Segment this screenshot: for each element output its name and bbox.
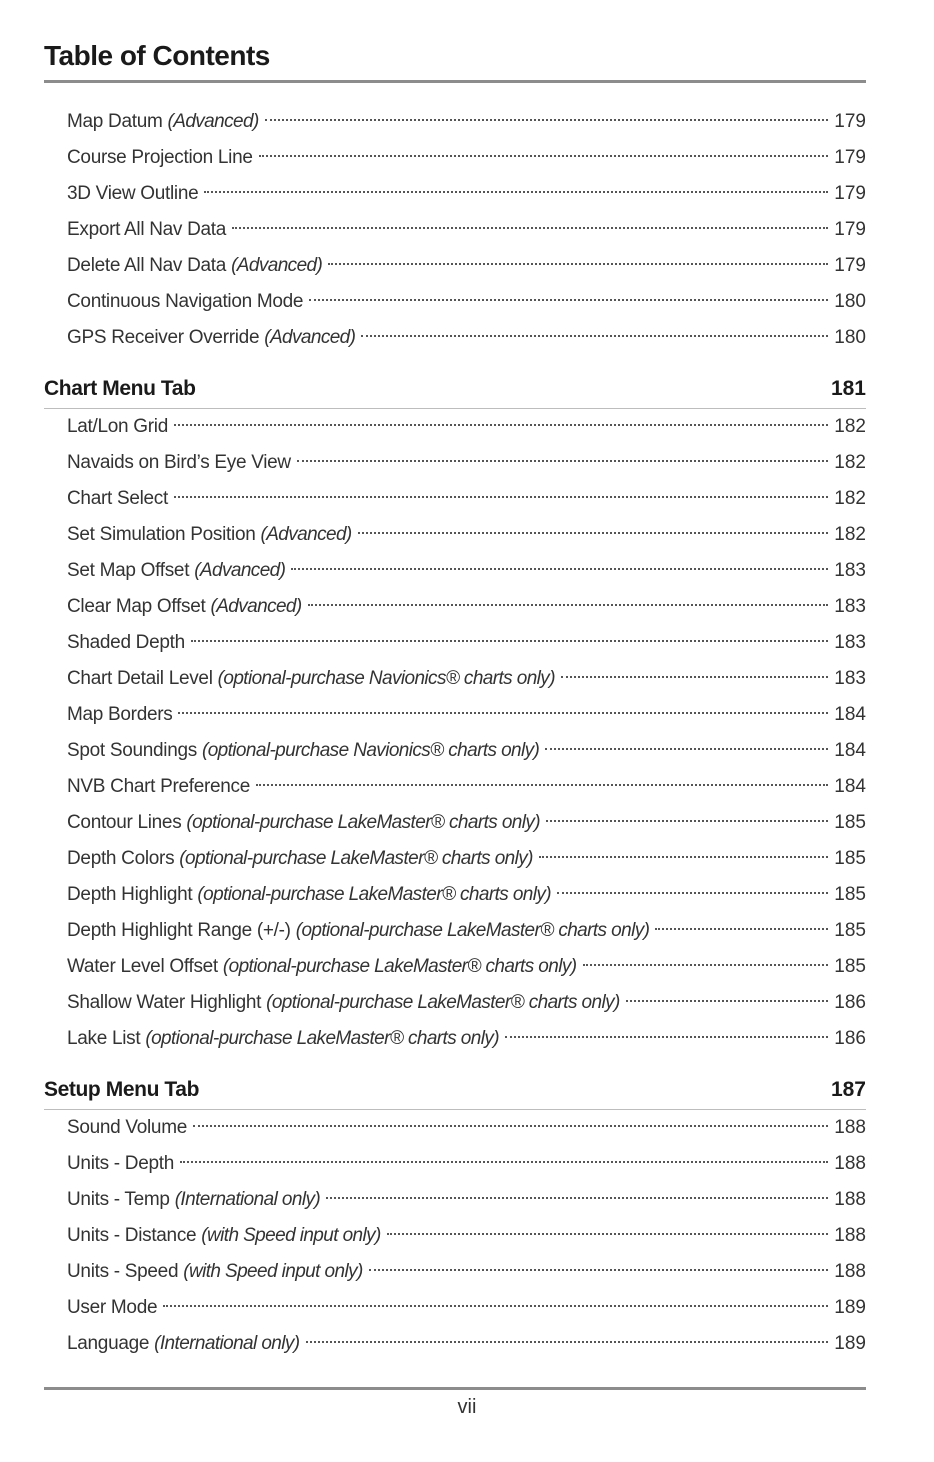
entry-note: (optional-purchase LakeMaster® charts only) (145, 1028, 499, 1049)
entry-page-number: 179 (834, 111, 866, 132)
entry-title: Map Datum (67, 111, 163, 132)
entry-page-number: 180 (834, 327, 866, 348)
table-of-contents (44, 104, 866, 1362)
toc-entry[interactable] (44, 284, 866, 320)
entry-title: Spot Soundings (67, 740, 197, 761)
entry-title: Units - Speed (67, 1261, 179, 1282)
entry-page-number: 179 (834, 183, 866, 204)
dot-leader (291, 568, 828, 570)
entry-title: GPS Receiver Override (67, 327, 260, 348)
entry-title: Sound Volume (67, 1117, 187, 1138)
title-divider (44, 80, 866, 83)
entry-title: Units - Temp (67, 1189, 170, 1210)
entry-note: (optional-purchase LakeMaster® charts only) (179, 848, 533, 869)
page-number: vii (457, 1396, 477, 1418)
toc-entry[interactable] (44, 1326, 866, 1362)
entry-title: Navaids on Bird’s Eye View (67, 452, 291, 473)
toc-entry[interactable] (44, 1021, 866, 1057)
toc-entry[interactable] (44, 841, 866, 877)
entry-page-number: 188 (834, 1153, 866, 1174)
entry-page-number: 179 (834, 255, 866, 276)
toc-entry[interactable] (44, 661, 866, 697)
entry-page-number: 183 (834, 632, 866, 653)
entry-title: Units - Distance (67, 1225, 197, 1246)
entry-page-number: 185 (834, 812, 866, 833)
entry-page-number: 185 (834, 848, 866, 869)
entry-page-number: 188 (834, 1189, 866, 1210)
dot-leader (193, 1125, 828, 1127)
toc-entry[interactable] (44, 320, 866, 356)
entry-page-number: 188 (834, 1225, 866, 1246)
dot-leader (180, 1161, 828, 1163)
entry-page-number: 188 (834, 1117, 866, 1138)
toc-entry[interactable] (44, 176, 866, 212)
entry-page-number: 183 (834, 560, 866, 581)
section-title: Chart Menu Tab (44, 377, 196, 400)
entry-title: Depth Highlight (67, 884, 193, 905)
entry-page-number: 182 (834, 452, 866, 473)
footer-divider (44, 1387, 866, 1390)
entry-title: Water Level Offset (67, 956, 218, 977)
dot-leader (358, 532, 829, 534)
dot-leader (539, 856, 828, 858)
entry-page-number: 188 (834, 1261, 866, 1282)
entry-page-number: 186 (834, 992, 866, 1013)
entry-note: (Advanced) (231, 255, 323, 276)
entry-note: (Advanced) (264, 327, 356, 348)
toc-entry[interactable] (44, 985, 866, 1021)
entry-title: Depth Highlight Range (+/-) (67, 920, 291, 941)
dot-leader (655, 928, 828, 930)
entry-page-number: 185 (834, 884, 866, 905)
entry-page-number: 182 (834, 524, 866, 545)
section-title: Setup Menu Tab (44, 1078, 200, 1101)
entry-note: (optional-purchase Navionics® charts only) (201, 740, 540, 761)
entry-title: Chart Select (67, 488, 168, 509)
dot-leader (557, 892, 828, 894)
entry-title: Contour Lines (67, 812, 182, 833)
toc-entry[interactable] (44, 104, 866, 140)
dot-leader (545, 748, 828, 750)
toc-entry[interactable] (44, 1254, 866, 1290)
toc-entry[interactable] (44, 625, 866, 661)
dot-leader (174, 496, 828, 498)
entry-page-number: 186 (834, 1028, 866, 1049)
dot-leader (204, 191, 828, 193)
entry-page-number: 180 (834, 291, 866, 312)
dot-leader (256, 784, 828, 786)
entry-note: (optional-purchase LakeMaster® charts only) (186, 812, 541, 833)
entry-page-number: 189 (834, 1333, 866, 1354)
entry-note: (optional-purchase LakeMaster® charts only) (295, 920, 650, 941)
dot-leader (626, 1000, 829, 1002)
entry-title: Clear Map Offset (67, 596, 206, 617)
toc-entry[interactable] (44, 1218, 866, 1254)
dot-leader (178, 712, 828, 714)
entry-page-number: 185 (834, 956, 866, 977)
toc-entry[interactable] (44, 589, 866, 625)
dot-leader (308, 604, 829, 606)
dot-leader (191, 640, 828, 642)
entry-page-number: 189 (834, 1297, 866, 1318)
entry-page-number: 182 (834, 488, 866, 509)
entry-note: (optional-purchase Navionics® charts only) (217, 668, 555, 689)
dot-leader (174, 424, 828, 426)
entry-title: Continuous Navigation Mode (67, 291, 304, 312)
entry-title: Set Simulation Position (67, 524, 256, 545)
dot-leader (583, 964, 829, 966)
entry-page-number: 183 (834, 668, 866, 689)
entry-title: Chart Detail Level (67, 668, 213, 689)
entry-page-number: 182 (834, 416, 866, 437)
entry-note: (Advanced) (210, 596, 302, 617)
entry-note: (with Speed input only) (201, 1225, 381, 1246)
section-page-number: 187 (830, 1078, 866, 1101)
entry-page-number: 184 (834, 740, 866, 761)
entry-title: Lake List (67, 1028, 141, 1049)
toc-entry[interactable] (44, 949, 866, 985)
toc-entry[interactable] (44, 409, 866, 445)
toc-entry[interactable] (44, 248, 866, 284)
dot-leader (232, 227, 828, 229)
entry-title: Depth Colors (67, 848, 175, 869)
entry-page-number: 179 (834, 219, 866, 240)
dot-leader (306, 1341, 829, 1343)
dot-leader (326, 1197, 828, 1199)
page-title: Table of Contents (44, 40, 270, 71)
toc-entry[interactable] (44, 697, 866, 733)
entry-note: (optional-purchase LakeMaster® charts only) (266, 992, 620, 1013)
toc-entry[interactable] (44, 1290, 866, 1326)
dot-leader (361, 335, 828, 337)
entry-note: (Advanced) (260, 524, 352, 545)
dot-leader (561, 676, 828, 678)
toc-entry[interactable] (44, 805, 866, 841)
toc-entry[interactable] (44, 769, 866, 805)
entry-title: Set Map Offset (67, 560, 190, 581)
dot-leader (309, 299, 828, 301)
entry-title: User Mode (67, 1297, 158, 1318)
entry-page-number: 184 (834, 704, 866, 725)
toc-entry[interactable] (44, 517, 866, 553)
section-heading[interactable] (44, 370, 866, 409)
entry-note: (optional-purchase LakeMaster® charts only) (222, 956, 577, 977)
entry-title: Lat/Lon Grid (67, 416, 168, 437)
entry-note: (optional-purchase LakeMaster® charts only) (197, 884, 552, 905)
entry-title: Delete All Nav Data (67, 255, 227, 276)
toc-entry[interactable] (44, 733, 866, 769)
dot-leader (387, 1233, 829, 1235)
toc-entry[interactable] (44, 1146, 866, 1182)
entry-note: (Advanced) (167, 111, 259, 132)
dot-leader (328, 263, 828, 265)
toc-entry[interactable] (44, 140, 866, 176)
toc-entry[interactable] (44, 913, 866, 949)
entry-title: NVB Chart Preference (67, 776, 251, 797)
entry-title: Shallow Water Highlight (67, 992, 262, 1013)
section-heading[interactable] (44, 1071, 866, 1110)
toc-entry[interactable] (44, 877, 866, 913)
toc-entry[interactable] (44, 553, 866, 589)
dot-leader (259, 155, 829, 157)
entry-note: (International only) (174, 1189, 321, 1210)
dot-leader (546, 820, 828, 822)
toc-entry[interactable] (44, 1182, 866, 1218)
toc-entry[interactable] (44, 481, 866, 517)
entry-note: (Advanced) (194, 560, 286, 581)
entry-page-number: 183 (834, 596, 866, 617)
entry-title: 3D View Outline (67, 183, 199, 204)
dot-leader (265, 119, 829, 121)
entry-title: Map Borders (67, 704, 173, 725)
entry-page-number: 185 (834, 920, 866, 941)
entry-page-number: 179 (834, 147, 866, 168)
toc-entry[interactable] (44, 1110, 866, 1146)
entry-note: (International only) (154, 1333, 300, 1354)
entry-title: Export All Nav Data (67, 219, 227, 240)
section-page-number: 181 (830, 377, 866, 400)
dot-leader (297, 460, 828, 462)
entry-page-number: 184 (834, 776, 866, 797)
entry-title: Shaded Depth (67, 632, 185, 653)
dot-leader (505, 1036, 828, 1038)
dot-leader (163, 1305, 828, 1307)
toc-entry[interactable] (44, 445, 866, 481)
dot-leader (369, 1269, 829, 1271)
entry-note: (with Speed input only) (183, 1261, 363, 1282)
entry-title: Units - Depth (67, 1153, 174, 1174)
entry-title: Course Projection Line (67, 147, 253, 168)
toc-entry[interactable] (44, 212, 866, 248)
entry-title: Language (67, 1333, 150, 1354)
